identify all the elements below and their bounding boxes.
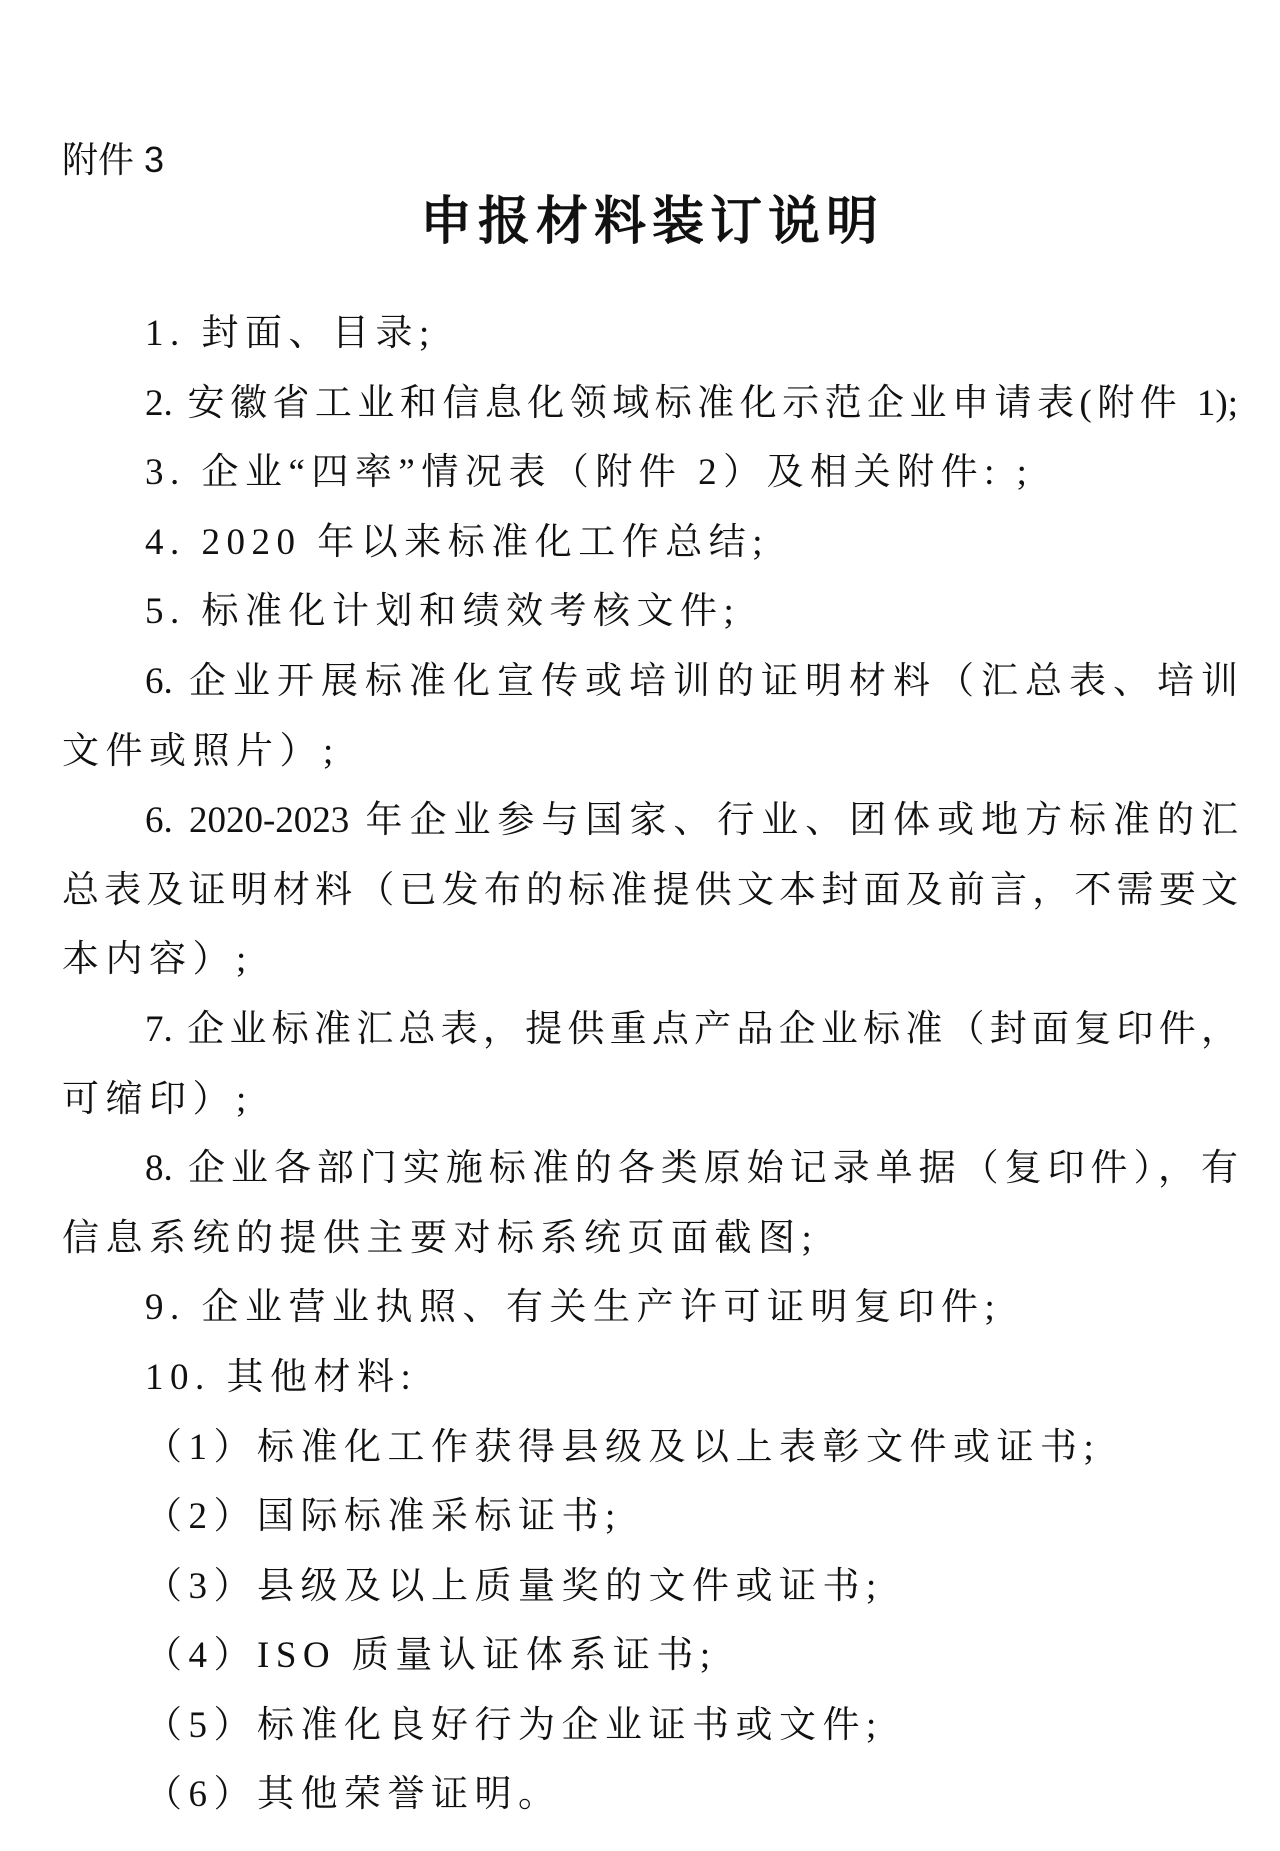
list-item [62, 1273, 1238, 1343]
document-body [62, 299, 1238, 1830]
sub-item: （4）ISO 质量认证体系证书; [145, 1635, 717, 1677]
list-line: 3. 企业“四率”情况表（附件 2）及相关附件: ; [145, 452, 1034, 494]
list-line: 1. 封面、目录; [145, 313, 436, 354]
list-line: 文件或照片）; [62, 730, 340, 772]
list-item [62, 508, 1238, 578]
sub-item: （5）标准化良好行为企业证书或文件; [145, 1704, 883, 1746]
list-line: 信息系统的提供主要对标系统页面截图; [62, 1217, 819, 1259]
list-item [62, 1134, 1238, 1273]
list-line: 可缩印）; [62, 1078, 253, 1120]
list-item [62, 995, 1238, 1134]
list-item [62, 438, 1238, 508]
sub-item-list [62, 1413, 1238, 1831]
list-line: 7. 企业标准汇总表，提供重点产品企业标准（封面复印件， [145, 1008, 1238, 1050]
sub-item: （2）国际标准采标证书; [145, 1496, 622, 1538]
list-line: 2. 安徽省工业和信息化领域标准化示范企业申请表(附件 1); [145, 382, 1238, 424]
sub-item: （1）标准化工作获得县级及以上表彰文件或证书; [145, 1426, 1101, 1468]
list-item [62, 299, 1238, 369]
list-line: 6. 2020-2023 年企业参与国家、行业、团体或地方标准的汇 [145, 800, 1238, 842]
list-line: 4. 2020 年以来标准化工作总结; [145, 521, 770, 563]
list-line: 6. 企业开展标准化宣传或培训的证明材料（汇总表、培训 [145, 660, 1238, 702]
list-line: 9. 企业营业执照、有关生产许可证明复印件; [145, 1287, 1002, 1329]
list-item [62, 577, 1238, 647]
page-title: 申报材料装订说明 [419, 193, 884, 251]
attachment-label: 附件 3 [62, 139, 165, 180]
list-line: 10. 其他材料: [145, 1356, 418, 1398]
list-line: 5. 标准化计划和绩效考核文件; [145, 591, 741, 633]
list-item [62, 1343, 1238, 1413]
list-line: 本内容）; [62, 939, 253, 981]
list-item [62, 786, 1238, 995]
list-item [62, 369, 1238, 439]
list-item [62, 647, 1238, 786]
list-line: 8. 企业各部门实施标准的各类原始记录单据（复印件），有 [145, 1148, 1238, 1190]
sub-item: （3）县级及以上质量奖的文件或证书; [145, 1565, 883, 1607]
sub-item: （6）其他荣誉证明。 [145, 1774, 562, 1816]
list-line: 总表及证明材料（已发布的标准提供文本封面及前言，不需要文 [62, 869, 1238, 911]
